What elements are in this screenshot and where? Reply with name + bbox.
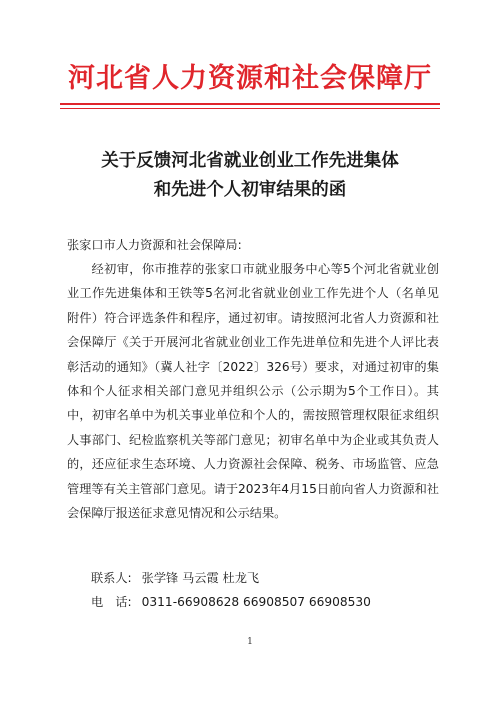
salutation: 张家口市人力资源和社会保障局:: [67, 238, 242, 252]
body-paragraph: 经初审，你市推荐的张家口市就业服务中心等5个河北省就业创业工作先进集体和王铁等5名河北省就业创业工作先进个人（名单见附件）符合评选条件和程序，通过初审。请按照河北省人力资源和社会保障厅《关于开展河北省就业创业工作先进单位和先进个人评比表彰活动的通知》（冀人社字〔2022〕326号）要求，对通过初审的集体和个人征求相关部门意见并组织公示（公示期为5个工作日）。其中，初审名单中为机关事业单位和个人的，需按照管理权限征求组织人事部门、纪检监察机关等部门意见；初审名单中为企业或其负责人的，还应征求生态环境、人力资源社会保障、税务、市场监管、应急管理等有关主管部门意见。请于2023年4月15日前向省人力资源和社会保障厅报送征求意见情况和公示结果。: [67, 262, 439, 521]
document-title-line-1: 关于反馈河北省就业创业工作先进集体: [101, 151, 399, 171]
letterhead-rule-thin: [60, 108, 440, 109]
document-title-line-2: 和先进个人初审结果的函: [153, 180, 347, 200]
letterhead-rule-thick: [60, 103, 440, 105]
contact-names: 张学锋 马云霞 杜龙飞: [141, 571, 260, 585]
phone-line: [91, 593, 371, 610]
contact-line: [91, 569, 259, 586]
page-number: 1: [247, 637, 253, 647]
org-letterhead: 河北省人力资源和社会保障厅: [68, 63, 432, 94]
contact-label: 联系人:: [91, 571, 132, 585]
phone-numbers: 0311-66908628 66908507 66908530: [141, 595, 371, 609]
phone-label: 电 话:: [91, 595, 132, 609]
